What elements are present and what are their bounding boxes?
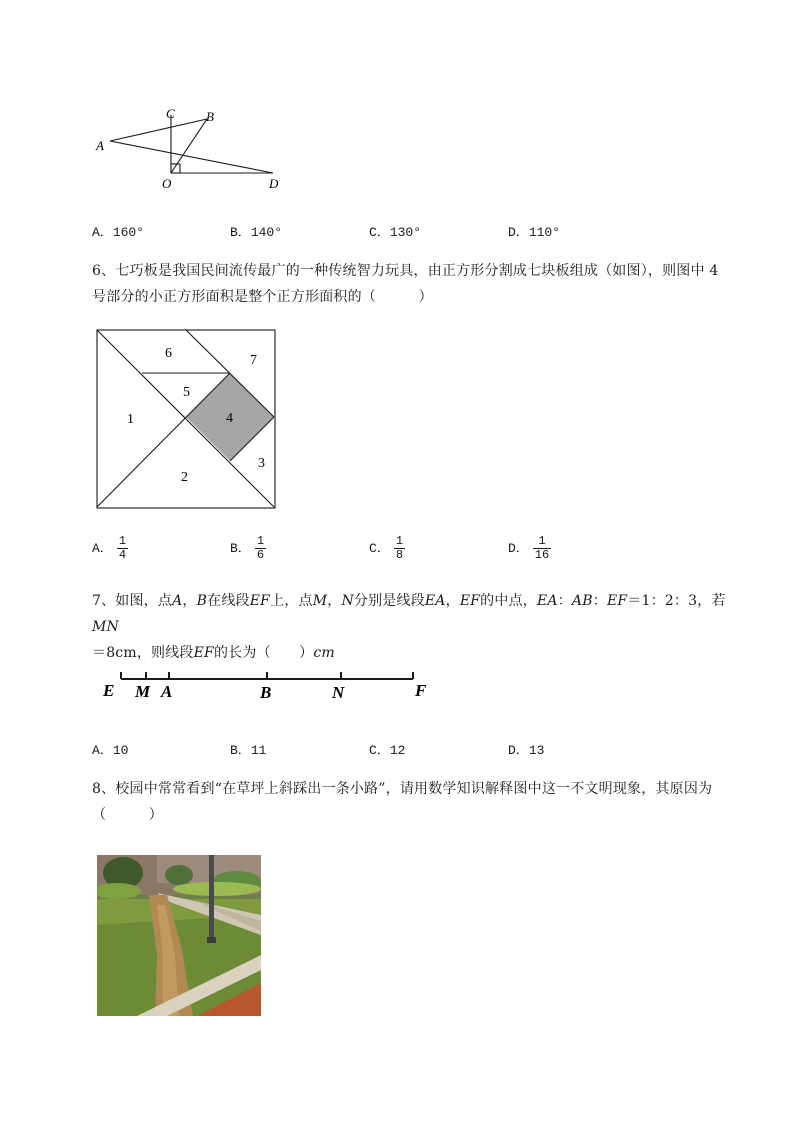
q5-geometry-figure — [90, 100, 290, 195]
q8-question-text: 8、校园中常常看到“在草坪上斜踩出一条小路”，请用数学知识解释图中这一不文明现象，其原因为 （ ） — [92, 781, 713, 823]
q5-option-b: B．140° — [230, 225, 283, 240]
q7-point-e: E — [103, 681, 115, 700]
q7-option-d: D．13 — [508, 743, 545, 758]
q6-piece-2: 2 — [181, 470, 188, 485]
q5-option-c: C．130° — [369, 225, 422, 240]
q6-piece-4: 4 — [226, 411, 233, 426]
q5-label-o: O — [162, 176, 172, 191]
q6-tangram-figure — [96, 329, 277, 510]
q6-piece-7: 7 — [250, 353, 257, 368]
q6-question-text: 6、七巧板是我国民间流传最广的一种传统智力玩具，由正方形分割成七块板组成（如图），则图中 4 号部分的小正方形面积是整个正方形面积的（ ） — [92, 263, 719, 305]
q5-label-d: D — [269, 176, 279, 191]
q7-point-f: F — [415, 681, 427, 700]
q5-label-b: B — [206, 109, 214, 124]
q7-point-n: N — [332, 683, 345, 702]
q7-question-text: 7、如图，点A，B在线段EF上，点M，N分别是线段EA，EF的中点，EA：AB：EF＝1：2：3，若MN ＝8cm，则线段EF的长为（ ）cm — [92, 593, 726, 661]
q7-point-m: M — [135, 682, 151, 701]
q7-segment-figure — [95, 665, 440, 705]
q6-piece-1: 1 — [127, 412, 134, 427]
q6-option-b: B． $\frac{1}{6}$ — [230, 534, 265, 562]
q5-option-a: A．160° — [92, 225, 145, 240]
q8-lawn-photo — [97, 855, 261, 1016]
q6-option-c: C． $\frac{1}{8}$ — [369, 534, 404, 562]
q6-piece-3: 3 — [258, 456, 265, 471]
q5-label-a: A — [96, 138, 104, 153]
q5-label-c: C — [166, 106, 175, 121]
q6-piece-5: 5 — [183, 385, 190, 400]
q6-option-a: A． $\frac{1}{4}$ — [92, 534, 127, 562]
q7-option-a: A．10 — [92, 743, 129, 758]
q7-option-b: B．11 — [230, 743, 267, 758]
q6-option-d: D． $\frac{1}{16}$ — [508, 534, 550, 562]
q6-option-a-fraction: $\frac{1}{4}$ — [118, 534, 127, 562]
q6-option-d-fraction: $\frac{1}{16}$ — [534, 534, 550, 562]
q6-option-b-fraction: $\frac{1}{6}$ — [256, 534, 265, 562]
q6-piece-6: 6 — [165, 346, 172, 361]
q7-point-a: A — [161, 682, 173, 701]
q6-option-c-fraction: $\frac{1}{8}$ — [395, 534, 404, 562]
q5-option-d: D．110° — [508, 225, 561, 240]
q7-option-c: C．12 — [369, 743, 406, 758]
q7-point-b: B — [260, 683, 272, 702]
